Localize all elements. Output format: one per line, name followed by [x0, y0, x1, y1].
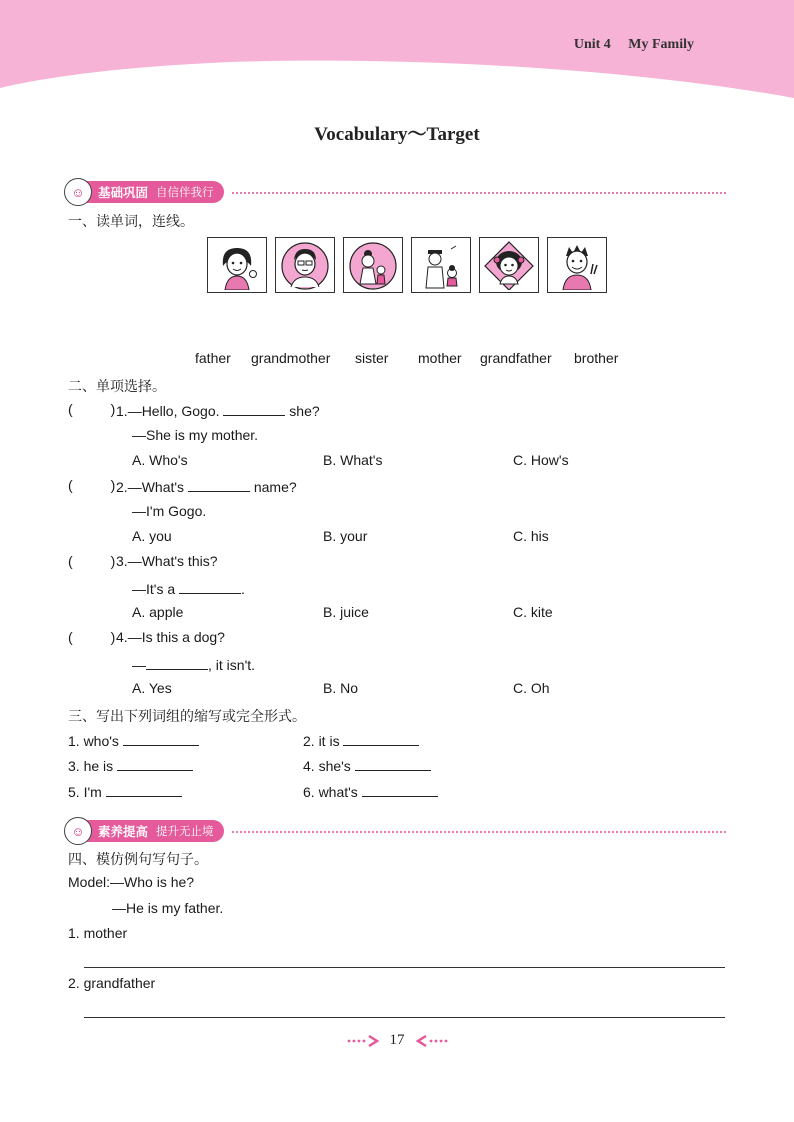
picture-row: [207, 237, 607, 293]
section2-heading: 二、单项选择。: [68, 378, 166, 394]
answer-blank[interactable]: [179, 579, 241, 594]
badge-main: 素养提高: [98, 825, 149, 839]
word-list: [195, 350, 618, 366]
header-topic: My Family: [628, 37, 694, 52]
abbrev-item: 4. she's: [303, 756, 431, 774]
section-badge-advanced: [64, 820, 224, 842]
word-item: grandmother: [251, 350, 331, 366]
option-b[interactable]: B. What's: [323, 452, 383, 468]
writing-line[interactable]: [84, 1017, 725, 1018]
option-a[interactable]: A. you: [132, 528, 172, 544]
answer-blank[interactable]: [117, 756, 193, 771]
mascot-icon: ☺: [64, 178, 92, 206]
answer-blank[interactable]: [355, 756, 431, 771]
word-item: sister: [355, 350, 389, 366]
answer-paren: ( ): [68, 629, 116, 645]
arrow-left-icon: [415, 1035, 449, 1047]
answer-paren: ( ): [68, 553, 116, 569]
section1-heading: 一、读单词，连线。: [68, 213, 194, 229]
answer-blank[interactable]: [188, 477, 250, 492]
abbrev-item: 5. I'm: [68, 782, 182, 800]
answer-blank[interactable]: [223, 401, 285, 416]
option-a[interactable]: A. apple: [132, 604, 184, 620]
brother-picture-icon: [547, 237, 607, 293]
page-title: Vocabulary～Target: [314, 124, 480, 145]
question-line: 2.—What's name?: [116, 479, 297, 495]
option-b[interactable]: B. No: [323, 680, 359, 696]
model-line: —He is my father.: [112, 900, 224, 916]
abbrev-item: 2. it is: [303, 731, 419, 749]
option-b[interactable]: B. juice: [323, 604, 369, 620]
answer-blank[interactable]: [343, 731, 419, 746]
header-unit-title: [574, 37, 694, 53]
dotted-divider: [232, 192, 726, 194]
abbrev-item: 3. he is: [68, 756, 193, 774]
mother-picture-icon: [207, 237, 267, 293]
question-line: —I'm Gogo.: [132, 503, 207, 519]
writing-line[interactable]: [84, 967, 725, 968]
dotted-divider: [232, 831, 726, 833]
option-c[interactable]: C. kite: [513, 604, 553, 620]
father-picture-icon: [275, 237, 335, 293]
exercise-item: 2. grandfather: [68, 975, 156, 991]
word-item: grandfather: [480, 350, 552, 366]
answer-paren: ( ): [68, 477, 116, 493]
page-number: 17: [389, 1032, 405, 1048]
option-a[interactable]: A. Who's: [132, 452, 188, 468]
question-line: 1.—Hello, Gogo. she?: [116, 403, 320, 419]
answer-blank[interactable]: [106, 782, 182, 797]
badge-sub: 提升无止境: [156, 826, 214, 838]
exercise-item: 1. mother: [68, 925, 128, 941]
option-c[interactable]: C. his: [513, 528, 549, 544]
page-footer: [0, 1032, 794, 1049]
question-line: — , it isn't.: [132, 657, 256, 673]
word-item: father: [195, 350, 231, 366]
answer-blank[interactable]: [123, 731, 199, 746]
question-line: 3.—What's this?: [116, 553, 218, 569]
header-unit: Unit 4: [573, 37, 611, 52]
header-band: [0, 0, 794, 110]
answer-paren: ( ): [68, 401, 116, 417]
badge-main: 基础巩固: [98, 186, 149, 200]
option-c[interactable]: C. Oh: [513, 680, 550, 696]
answer-blank[interactable]: [146, 655, 208, 670]
question-line: 4.—Is this a dog?: [116, 629, 225, 645]
option-a[interactable]: A. Yes: [132, 680, 172, 696]
question-line: —It's a .: [132, 581, 245, 597]
section3-heading: 三、写出下列词组的缩写或完全形式。: [68, 708, 306, 724]
option-b[interactable]: B. your: [323, 528, 368, 544]
grandfather-picture-icon: [411, 237, 471, 293]
grandmother-picture-icon: [343, 237, 403, 293]
badge-sub: 自信伴我行: [156, 187, 214, 199]
mascot-icon: ☺: [64, 817, 92, 845]
sister-picture-icon: [479, 237, 539, 293]
question-line: —She is my mother.: [132, 427, 259, 443]
word-item: brother: [574, 350, 619, 366]
model-line: Model:—Who is he?: [68, 874, 195, 890]
word-item: mother: [418, 350, 462, 366]
option-c[interactable]: C. How's: [513, 452, 569, 468]
abbrev-item: 6. what's: [303, 782, 438, 800]
arrow-right-icon: [346, 1035, 380, 1047]
answer-blank[interactable]: [362, 782, 438, 797]
abbrev-item: 1. who's: [68, 731, 199, 749]
section-badge-basic: [64, 181, 224, 203]
section4-heading: 四、模仿例句写句子。: [68, 851, 208, 867]
